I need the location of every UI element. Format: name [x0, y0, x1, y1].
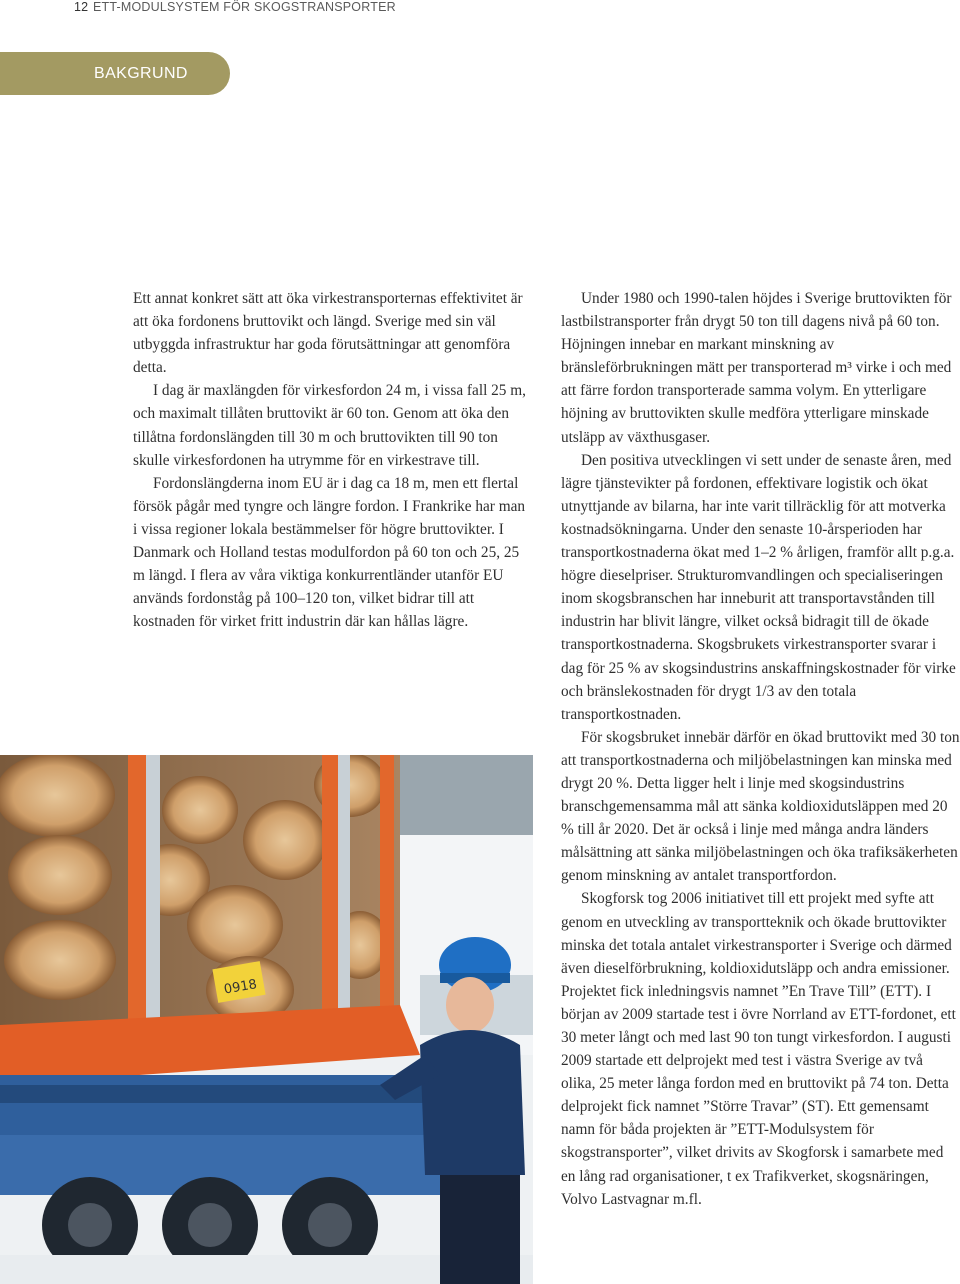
right-paragraph-2: Den positiva utvecklingen vi sett under de senaste åren, med lägre tjänstevikter på fordonen, effektivare logistik och ökat utnyttjande av bilarna, har inte varit tillräcklig för att motverka kostnadsökningarna. Under den senaste 10-årsperioden har transportkostnaderna ökat med 1–2 % årligen, framför allt p.g.a. högre dieselpriser. Strukturomvandlingen och specialiseringen inom skogsbranschen har inneburit att transportavstånden till industrin har blivit längre, vilket också bidragit till de ökade transportkostnaderna. Skogsbrukets virkestransporter svarar i dag för 25 % av skogsindustrins anskaffningskostnader för virke och bränslekostnaden för drygt 1/3 av den totala transportkostnaden.	[561, 451, 956, 723]
running-title: ETT-MODULSYSTEM FÖR SKOGSTRANSPORTER	[93, 0, 396, 14]
page-number: 12	[74, 0, 89, 14]
running-header	[0, 0, 960, 18]
right-paragraph-1: Under 1980 och 1990-talen höjdes i Sverige bruttovikten för lastbilstransporter från drygt 50 ton till dagens nivå på 60 ton. Höjningen innebar en markant minskning av bränsleförbrukningen mätt per transporterad m³ virke i och med att färre fordon transporterade samma volym. En ytterligare höjning av bruttovikten skulle medföra ytterligare minskade utsläpp av växthusgaser.	[561, 290, 952, 446]
left-paragraph-1: Ett annat konkret sätt att öka virkestransporternas effektivitet är att öka fordonens bruttovikt och längd. Sverige med sin väl utbyggda infrastruktur har goda förutsättningar att genomföra detta.	[133, 290, 523, 377]
left-paragraph-2: I dag är maxlängden för virkesfordon 24 m, i vissa fall 25 m, och maximalt tillåten bruttovikt är 60 ton. Genom att öka den tillåtna fordonslängden till 30 m och bruttovikten till 90 ton skulle virkesfordonen ha utrymme för en virkestrave till.	[133, 382, 526, 469]
right-paragraph-4: Skogforsk tog 2006 initiativet till ett projekt med syfte att genom en utveckling av transportteknik och ökade bruttovikter minska det totala antalet virkestransporter i Sverige och därmed även dieselförbrukning, koldioxidutsläpp och andra emissioner. Projektet fick inledningsvis namnet ”En Trave Till” (ETT). I början av 2009 startade test i övre Norrland av ETT-fordonet, ett 30 meter långt och med last 90 ton tungt virkesfordon. I augusti 2009 startade ett delprojekt med test i västra Sverige av två olika, 25 meter långa fordon med en bruttovikt på 74 ton. Detta delprojekt fick namnet ”Större Travar” (ST). Ett gemensamt namn för båda projekten är ”ETT-Modulsystem för skogstransporter”, vilket drivits av Skogforsk i samarbete med en lång rad organisationer, t ex Trafikverket, skogsnäringen, Volvo Lastvagnar m.fl.	[561, 890, 956, 1208]
right-column	[561, 287, 960, 1211]
timber-truck-illustration	[0, 755, 533, 1284]
log-tag: 0918	[222, 977, 259, 998]
timber-truck-photo	[0, 755, 533, 1284]
section-tab	[0, 52, 230, 95]
left-column	[133, 287, 531, 633]
right-paragraph-3: För skogsbruket innebär därför en ökad bruttovikt med 30 ton att transportkostnaderna och miljöbelastningen kan minska med drygt 20 %. Detta ligger helt i linje med skogsindustrins branschgemensamma mål att sänka koldioxidutsläppen med 20 % till år 2020. Det är också i linje med många andra länders målsättning att sänka miljöbelastningen och öka trafiksäkerheten genom minskning av antalet transportfordon.	[561, 728, 960, 885]
left-paragraph-3: Fordonslängderna inom EU är i dag ca 18 m, men ett flertal försök pågår med tyngre och längre fordon. I Frankrike har man i vissa regioner lokala bestämmelser för högre bruttovikter. I Danmark och Holland testas modulfordon på 60 ton och 25, 25 m längd. I flera av våra viktiga konkurrentländer utanför EU används fordonståg på 100–120 ton, vilket bidrar till att kostnaden för virket fritt industrin där kan hållas lägre.	[133, 474, 526, 631]
section-label: BAKGRUND	[94, 64, 188, 82]
